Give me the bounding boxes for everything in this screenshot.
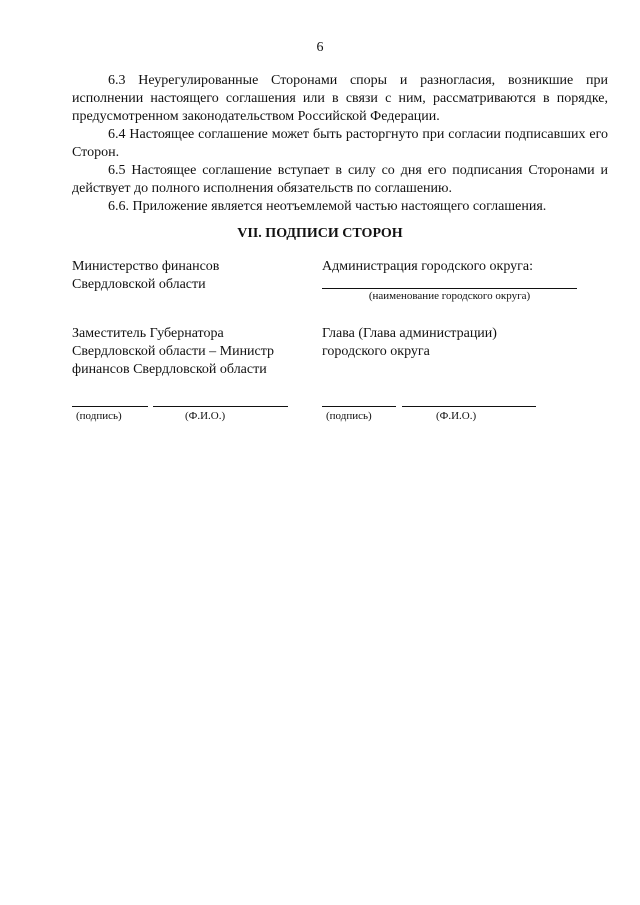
right-position-line2: городского округа xyxy=(322,344,430,359)
left-fio-caption: (Ф.И.О.) xyxy=(185,410,226,422)
clause-6-3: 6.3 Неурегулированные Сторонами споры и разногласия, возникшие при исполнении настоящего соглашения или в связи с ним, рассматриваются в порядке, предусмотренном законодательством Российской Федерации. xyxy=(72,73,608,124)
left-position-line2: Свердловской области – Министр xyxy=(72,344,275,359)
right-party-position xyxy=(322,325,582,361)
right-position-line1: Глава (Глава администрации) xyxy=(322,326,497,341)
left-position-line3: финансов Свердловской области xyxy=(72,362,267,377)
right-fio-caption: (Ф.И.О.) xyxy=(436,410,477,422)
right-party-name-caption: (наименование городского округа) xyxy=(368,290,531,302)
section-title: VII. ПОДПИСИ СТОРОН xyxy=(237,226,403,241)
left-party-name xyxy=(72,258,292,294)
right-fio-line xyxy=(402,405,536,407)
page-number: 6 xyxy=(316,40,324,55)
left-party-position xyxy=(72,325,312,379)
right-signature-caption: (подпись) xyxy=(326,410,372,422)
clause-6-6: 6.6. Приложение является неотъемлемой частью настоящего соглашения. xyxy=(108,199,547,214)
right-party-name-line xyxy=(322,287,577,289)
clause-6-4: 6.4 Настоящее соглашение может быть расторгнуто при согласии подписавших его Сторон. xyxy=(72,127,608,160)
clause-6-5: 6.5 Настоящее соглашение вступает в силу со дня его подписания Сторонами и действует до полного исполнения обязательств по соглашению. xyxy=(72,163,608,196)
right-party-name-label: Администрация городского округа: xyxy=(322,259,533,274)
right-signature-line xyxy=(322,405,396,407)
left-position-line1: Заместитель Губернатора xyxy=(72,326,224,341)
left-signature-line xyxy=(72,405,148,407)
right-party-name xyxy=(322,258,612,276)
left-signature-caption: (подпись) xyxy=(76,410,122,422)
clauses-block xyxy=(72,72,608,216)
left-party-name-line2: Свердловской области xyxy=(72,277,206,292)
left-party-name-line1: Министерство финансов xyxy=(72,259,220,274)
left-fio-line xyxy=(153,405,288,407)
